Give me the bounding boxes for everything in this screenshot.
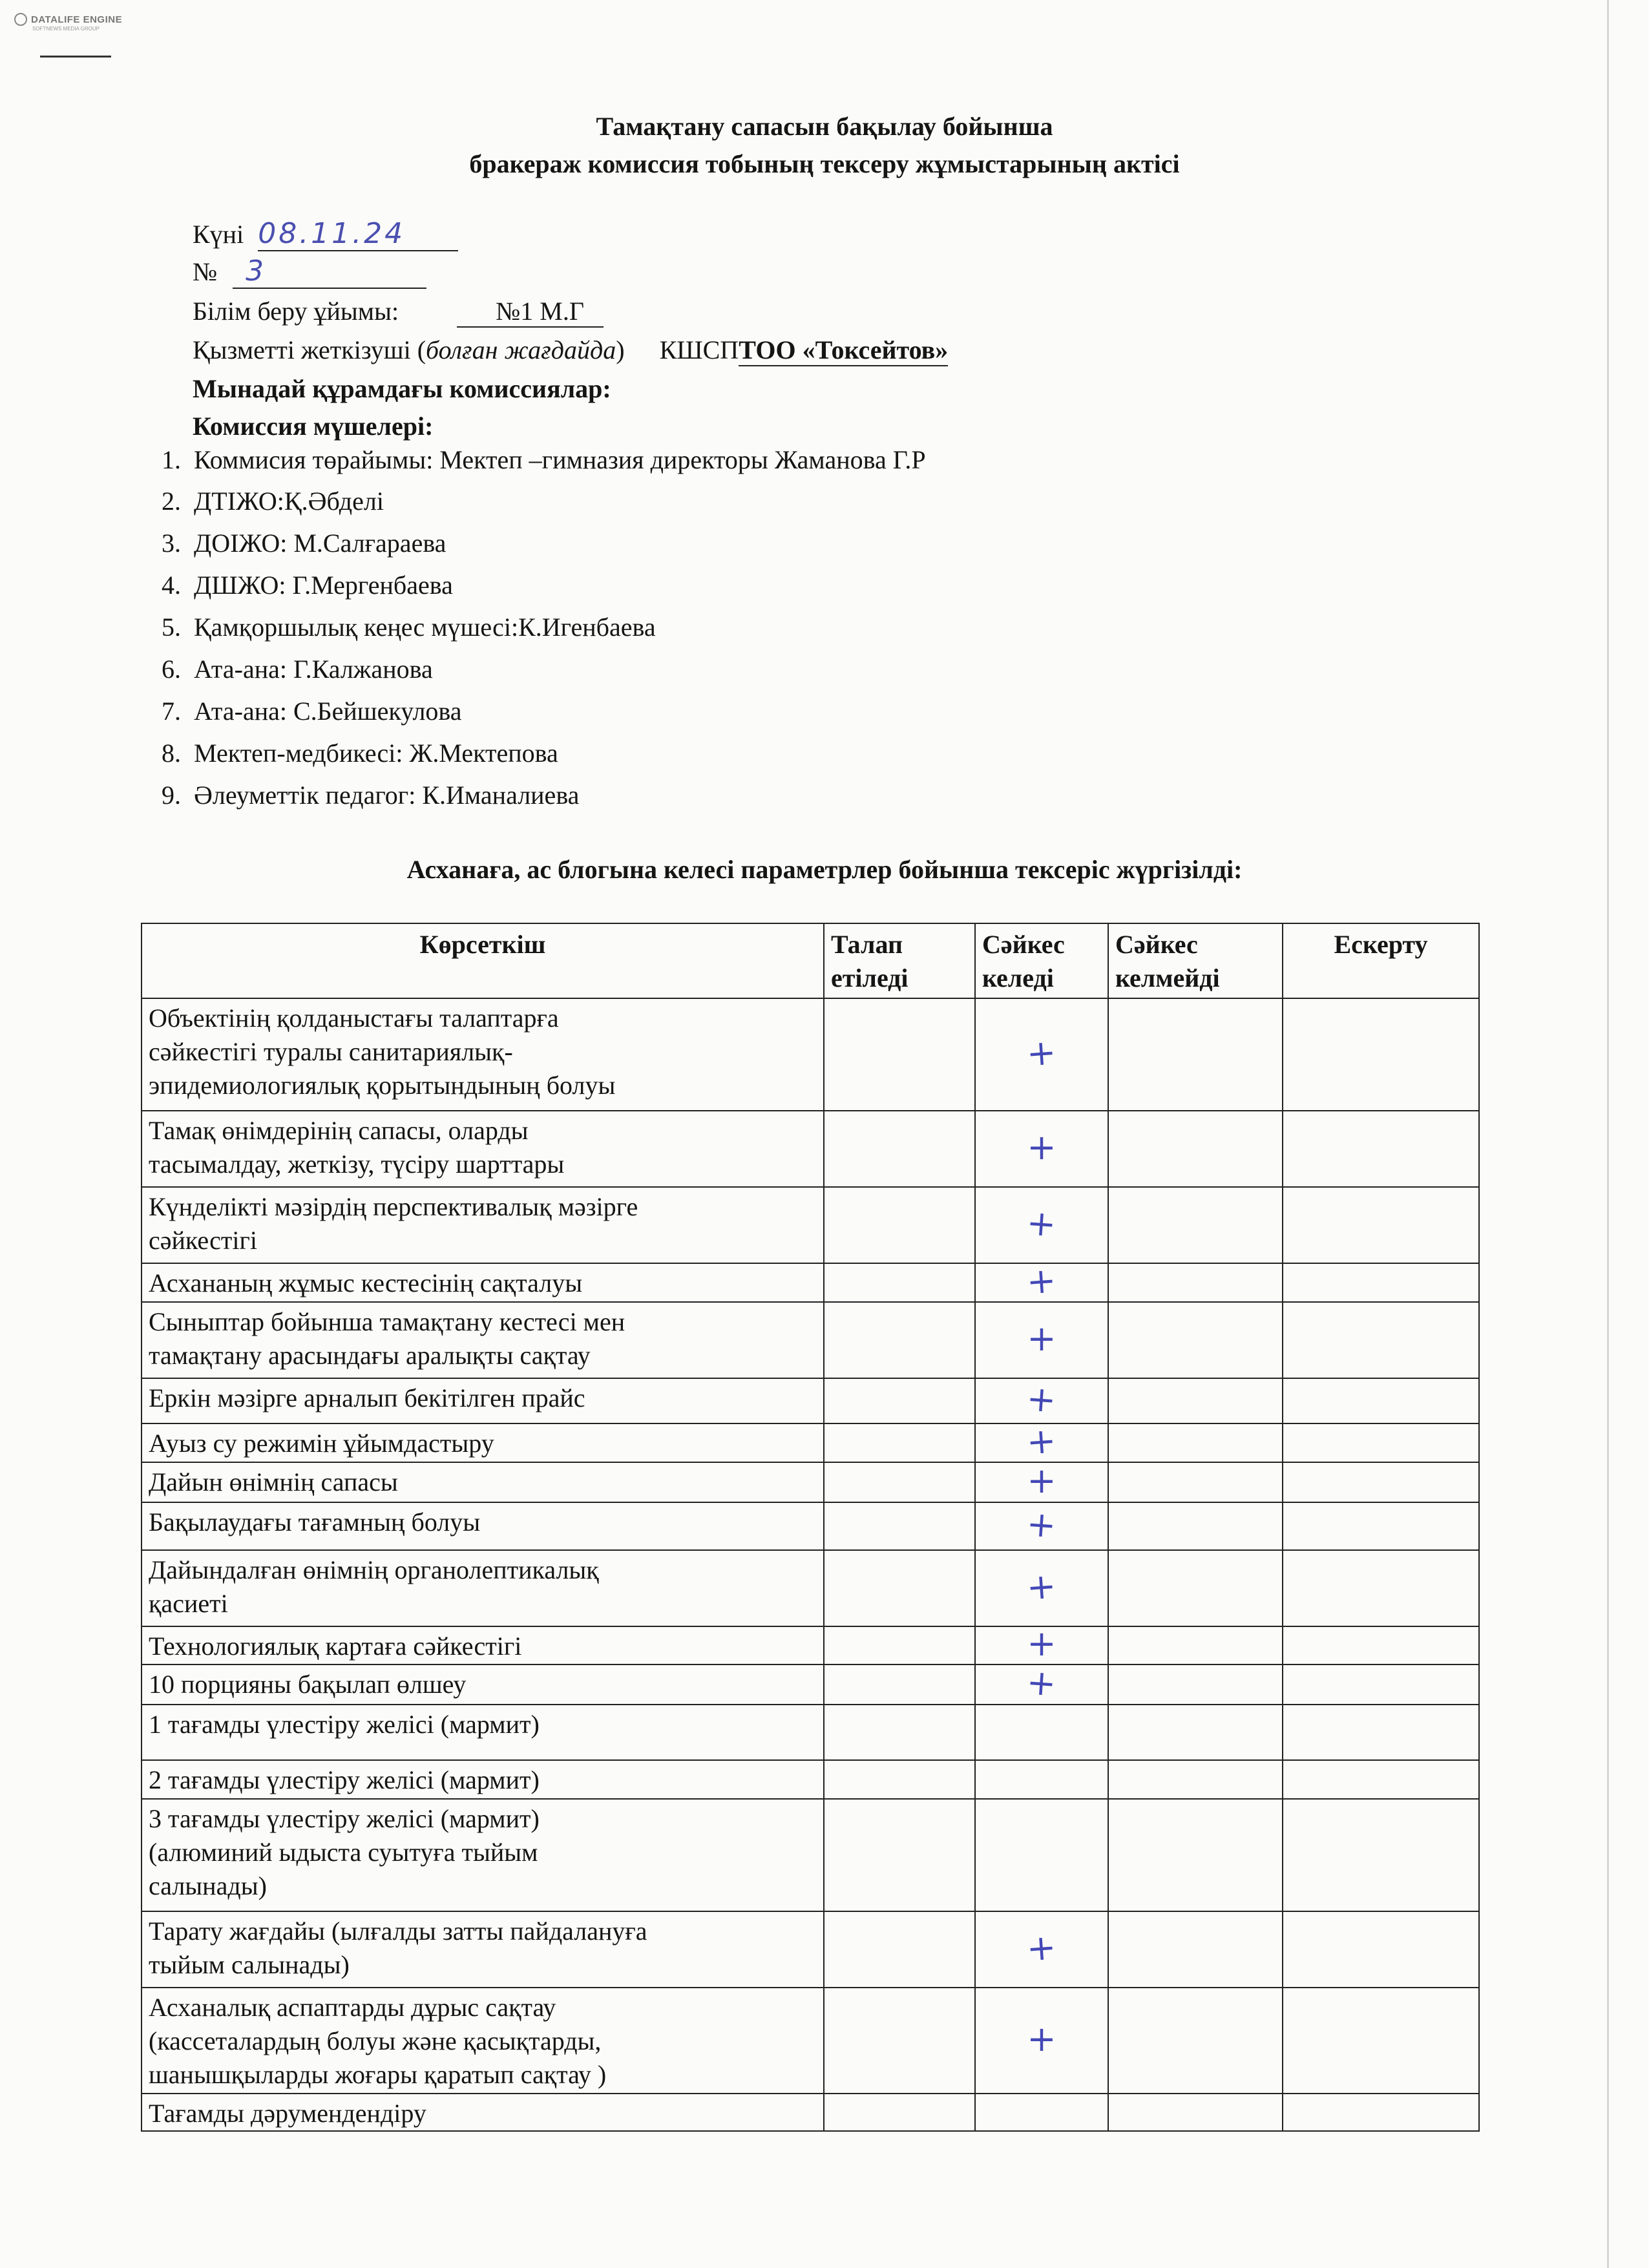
- section-title: Асханаға, ас блогына келесі параметрлер бойынша тексеріс жүргізілді:: [406, 855, 1243, 884]
- note-cell: [1283, 1423, 1479, 1462]
- required-cell: [824, 1911, 975, 1988]
- not-complies-cell: [1108, 1664, 1283, 1705]
- table-body: [142, 998, 1479, 2131]
- supplier-label-note: болған жағдайда: [426, 335, 616, 364]
- supplier-prefix: КШСП: [659, 335, 739, 364]
- indicator-cell: [142, 1263, 824, 1302]
- complies-cell: [975, 1911, 1108, 1988]
- complies-cell: [975, 1187, 1108, 1263]
- indicator-line: Дайын өнімнің сапасы: [149, 1467, 398, 1496]
- note-cell: [1283, 1550, 1479, 1626]
- required-cell: [824, 1664, 975, 1705]
- check-plus-mark: +: [1027, 1623, 1056, 1664]
- note-cell: [1283, 1111, 1479, 1187]
- indicator-cell: [142, 1664, 824, 1705]
- table-row: [142, 1187, 1479, 1263]
- date-field: [258, 217, 458, 251]
- top-divider: [40, 56, 111, 58]
- indicator-line: Технологиялық картаға сәйкестігі: [149, 1632, 522, 1661]
- complies-cell: [975, 1259, 1108, 1303]
- indicator-line: тасымалдау, жеткізу, түсіру шарттары: [149, 1150, 565, 1179]
- header-complies: [975, 923, 1108, 998]
- indicator-line: Еркін мәзірге арналып бекітілген прайс: [149, 1383, 585, 1412]
- indicator-line: салынады): [149, 1871, 267, 1900]
- datalife-logo-icon: [14, 13, 27, 26]
- table-row: [142, 1502, 1479, 1550]
- note-cell: [1283, 1799, 1479, 1911]
- not-complies-cell: [1108, 1187, 1283, 1263]
- table-row: [142, 1550, 1479, 1626]
- header-not-complies-l1: Сәйкес: [1115, 930, 1198, 959]
- document-title-line2: бракераж комиссия тобының тексеру жұмыстарының актісі: [469, 149, 1180, 178]
- check-plus-mark: +: [1027, 1126, 1056, 1168]
- organization-value: №1 М.Г: [457, 296, 604, 328]
- indicator-cell: [142, 1760, 824, 1799]
- indicator-line: 3 тағамды үлестіру желісі (мармит): [149, 1804, 540, 1833]
- member-number: 3.: [162, 529, 181, 558]
- required-cell: [824, 1705, 975, 1760]
- header-not-complies: [1108, 923, 1283, 998]
- required-cell: [824, 998, 975, 1111]
- not-complies-cell: [1108, 1988, 1283, 2094]
- indicator-line: Күнделікті мәзірдің перспективалық мәзірге: [149, 1192, 638, 1221]
- required-cell: [824, 1760, 975, 1799]
- indicator-cell: [142, 1799, 824, 1911]
- not-complies-cell: [1108, 1423, 1283, 1462]
- indicator-line: 10 порцияны бақылап өлшеу: [149, 1670, 467, 1699]
- member-item: Коммисия төрайымы: Мектеп –гимназия директоры Жаманова Г.Р: [194, 445, 926, 474]
- member-item: Қамқоршылық кеңес мүшесі:К.Игенбаева: [194, 613, 656, 642]
- member-number: 5.: [162, 613, 181, 642]
- indicator-cell: [142, 1502, 824, 1550]
- required-cell: [824, 1378, 975, 1423]
- complies-cell: [975, 1462, 1108, 1502]
- organization-label: Білім беру ұйымы:: [193, 297, 399, 326]
- table-header-row: [142, 923, 1479, 998]
- note-cell: [1283, 1760, 1479, 1799]
- required-cell: [824, 1462, 975, 1502]
- member-item: Әлеуметтік педагог: К.Иманалиева: [194, 781, 580, 810]
- note-cell: [1283, 1988, 1479, 2094]
- indicator-line: Тағамды дәрумендендіру: [149, 2099, 426, 2128]
- required-cell: [824, 1550, 975, 1626]
- scan-edge-line: [1607, 0, 1609, 2268]
- header-required: [824, 923, 975, 998]
- header-complies-l2: келеді: [982, 963, 1054, 992]
- not-complies-cell: [1108, 1502, 1283, 1550]
- required-cell: [824, 1302, 975, 1378]
- check-plus-mark: +: [1025, 1031, 1058, 1075]
- member-item: Ата-ана: Г.Калжанова: [194, 655, 433, 684]
- member-item: ДШЖО: Г.Мергенбаева: [194, 571, 453, 600]
- inspection-table: [141, 923, 1480, 2132]
- required-cell: [824, 2094, 975, 2131]
- indicator-line: шанышқыларды жоғары қаратып сақтау ): [149, 2060, 607, 2089]
- indicator-line: эпидемиологиялық қорытындының болуы: [149, 1071, 616, 1100]
- header-not-complies-l2: келмейді: [1115, 963, 1220, 992]
- required-cell: [824, 1626, 975, 1664]
- table-row: [142, 1111, 1479, 1187]
- required-cell: [824, 1423, 975, 1462]
- table-row: [142, 1911, 1479, 1988]
- organization-row: [193, 296, 604, 328]
- complies-cell: [975, 1760, 1108, 1799]
- not-complies-cell: [1108, 1705, 1283, 1760]
- table-row: [142, 1263, 1479, 1302]
- composition-heading: Мынадай құрамдағы комиссиялар:: [193, 374, 611, 403]
- indicator-line: Дайындалған өнімнің органолептикалық: [149, 1555, 599, 1584]
- indicator-cell: [142, 1378, 824, 1423]
- header-required-l2: етіледі: [831, 963, 909, 992]
- indicator-cell: [142, 1462, 824, 1502]
- complies-cell: [975, 1661, 1108, 1705]
- note-cell: [1283, 998, 1479, 1111]
- complies-cell: [975, 998, 1108, 1111]
- table-row: [142, 1760, 1479, 1799]
- member-item: Мектеп-медбикесі: Ж.Мектепова: [194, 739, 558, 768]
- note-cell: [1283, 1462, 1479, 1502]
- complies-cell: [975, 1550, 1108, 1626]
- table-row: [142, 1423, 1479, 1462]
- table-row: [142, 1705, 1479, 1760]
- watermark-logo: [14, 13, 122, 26]
- indicator-line: тыйым салынады): [149, 1950, 350, 1979]
- check-plus-mark: +: [1027, 1318, 1056, 1359]
- indicator-cell: [142, 1911, 824, 1988]
- note-cell: [1283, 1664, 1479, 1705]
- check-plus-mark: +: [1025, 1377, 1058, 1421]
- table-row: [142, 1799, 1479, 1911]
- check-plus-mark: +: [1025, 1259, 1058, 1303]
- table-row: [142, 1462, 1479, 1502]
- complies-cell: [975, 1799, 1108, 1911]
- indicator-line: (кассеталардың болуы және қасықтарды,: [149, 2026, 602, 2055]
- not-complies-cell: [1108, 1550, 1283, 1626]
- complies-cell: [975, 1378, 1108, 1423]
- required-cell: [824, 1111, 975, 1187]
- header-required-l1: Талап: [831, 930, 903, 959]
- table-row: [142, 1988, 1479, 2094]
- indicator-cell: [142, 998, 824, 1111]
- indicator-cell: [142, 1550, 824, 1626]
- member-item: ДТІЖО:Қ.Әбделі: [194, 487, 384, 516]
- indicator-line: Ауыз су режимін ұйымдастыру: [149, 1429, 494, 1458]
- not-complies-cell: [1108, 1799, 1283, 1911]
- indicator-line: сәйкестігі: [149, 1226, 257, 1255]
- note-cell: [1283, 1187, 1479, 1263]
- indicator-line: Асхананың жұмыс кестесінің сақталуы: [149, 1268, 583, 1297]
- indicator-cell: [142, 1187, 824, 1263]
- number-label: №: [193, 257, 218, 286]
- not-complies-cell: [1108, 1911, 1283, 1988]
- check-plus-mark: +: [1027, 1460, 1056, 1501]
- member-number: 9.: [162, 781, 181, 810]
- not-complies-cell: [1108, 1302, 1283, 1378]
- required-cell: [824, 1988, 975, 2094]
- indicator-line: Сыныптар бойынша тамақтану кестесі мен: [149, 1307, 625, 1336]
- indicator-line: Тарату жағдайы (ылғалды затты пайдалануға: [149, 1916, 647, 1946]
- note-cell: [1283, 1626, 1479, 1664]
- note-cell: [1283, 2094, 1479, 2131]
- header-indicator: Көрсеткіш: [142, 923, 824, 998]
- supplier-label: Қызметті жеткізуші (: [193, 335, 426, 364]
- header-complies-l1: Сәйкес: [982, 930, 1065, 959]
- not-complies-cell: [1108, 1462, 1283, 1502]
- check-plus-mark: +: [1025, 1419, 1058, 1463]
- table-row: [142, 998, 1479, 1111]
- complies-cell: [975, 1988, 1108, 2094]
- supplier-row: [193, 335, 948, 366]
- not-complies-cell: [1108, 1626, 1283, 1664]
- member-item: ДОІЖО: М.Салғараева: [194, 529, 446, 558]
- indicator-cell: [142, 1705, 824, 1760]
- check-plus-mark: +: [1025, 1564, 1058, 1608]
- not-complies-cell: [1108, 1760, 1283, 1799]
- required-cell: [824, 1263, 975, 1302]
- member-number: 2.: [162, 487, 181, 516]
- member-number: 1.: [162, 445, 181, 474]
- note-cell: [1283, 1705, 1479, 1760]
- not-complies-cell: [1108, 2094, 1283, 2131]
- watermark-brand: DATALIFE ENGINE: [31, 14, 123, 25]
- number-row: [193, 255, 426, 289]
- indicator-line: тамақтану арасындағы аралықты сақтау: [149, 1341, 591, 1370]
- table-row: [142, 1664, 1479, 1705]
- table-row: [142, 1302, 1479, 1378]
- members-heading: Комиссия мүшелері:: [193, 412, 434, 441]
- indicator-line: 2 тағамды үлестіру желісі (мармит): [149, 1765, 540, 1794]
- supplier-value: ТОО «Токсейтов»: [739, 335, 948, 366]
- indicator-line: 1 тағамды үлестіру желісі (мармит): [149, 1710, 540, 1739]
- member-number: 6.: [162, 655, 181, 684]
- not-complies-cell: [1108, 1263, 1283, 1302]
- complies-cell: [975, 1623, 1108, 1664]
- supplier-label-end: ): [616, 335, 625, 364]
- check-plus-mark: +: [1025, 1926, 1058, 1969]
- note-cell: [1283, 1302, 1479, 1378]
- date-label: Күні: [193, 220, 244, 249]
- indicator-cell: [142, 1111, 824, 1187]
- required-cell: [824, 1187, 975, 1263]
- check-plus-mark: +: [1027, 2018, 1056, 2059]
- not-complies-cell: [1108, 998, 1283, 1111]
- note-cell: [1283, 1502, 1479, 1550]
- complies-cell: [975, 1419, 1108, 1463]
- indicator-cell: [142, 1302, 824, 1378]
- number-value: 3: [246, 255, 267, 288]
- check-plus-mark: +: [1025, 1661, 1058, 1705]
- table-row: [142, 1626, 1479, 1664]
- note-cell: [1283, 1378, 1479, 1423]
- indicator-line: сәйкестігі туралы санитариялық-: [149, 1037, 513, 1066]
- indicator-cell: [142, 1988, 824, 2094]
- not-complies-cell: [1108, 1111, 1283, 1187]
- indicator-line: қасиеті: [149, 1589, 228, 1618]
- watermark-sub: SOFTNEWS MEDIA GROUP: [32, 26, 100, 32]
- check-plus-mark: +: [1025, 1201, 1058, 1245]
- complies-cell: [975, 1502, 1108, 1550]
- complies-cell: [975, 1705, 1108, 1760]
- note-cell: [1283, 1263, 1479, 1302]
- indicator-line: (алюминий ыдыста суытуға тыйым: [149, 1838, 538, 1867]
- required-cell: [824, 1502, 975, 1550]
- header-note: Ескерту: [1283, 923, 1479, 998]
- complies-cell: [975, 1302, 1108, 1378]
- number-field: [233, 255, 426, 289]
- note-cell: [1283, 1911, 1479, 1988]
- table-row: [142, 1378, 1479, 1423]
- indicator-line: Бақылаудағы тағамның болуы: [149, 1507, 481, 1537]
- complies-cell: [975, 2094, 1108, 2131]
- member-number: 8.: [162, 739, 181, 768]
- indicator-line: Объектінің қолданыстағы талаптарға: [149, 1003, 559, 1033]
- indicator-line: Тамақ өнімдерінің сапасы, оларды: [149, 1116, 529, 1145]
- member-number: 4.: [162, 571, 181, 600]
- date-row: [193, 217, 458, 251]
- indicator-cell: [142, 1626, 824, 1664]
- complies-cell: [975, 1111, 1108, 1187]
- member-number: 7.: [162, 697, 181, 726]
- member-item: Ата-ана: С.Бейшекулова: [194, 697, 462, 726]
- indicator-cell: [142, 1423, 824, 1462]
- check-plus-mark: +: [1025, 1502, 1058, 1546]
- date-value: 08.11.24: [258, 217, 406, 250]
- not-complies-cell: [1108, 1378, 1283, 1423]
- indicator-cell: [142, 2094, 824, 2131]
- required-cell: [824, 1799, 975, 1911]
- document-title-line1: Тамақтану сапасын бақылау бойынша: [596, 112, 1053, 141]
- table-row: [142, 2094, 1479, 2131]
- indicator-line: Асханалық аспаптарды дұрыс сақтау: [149, 1993, 556, 2022]
